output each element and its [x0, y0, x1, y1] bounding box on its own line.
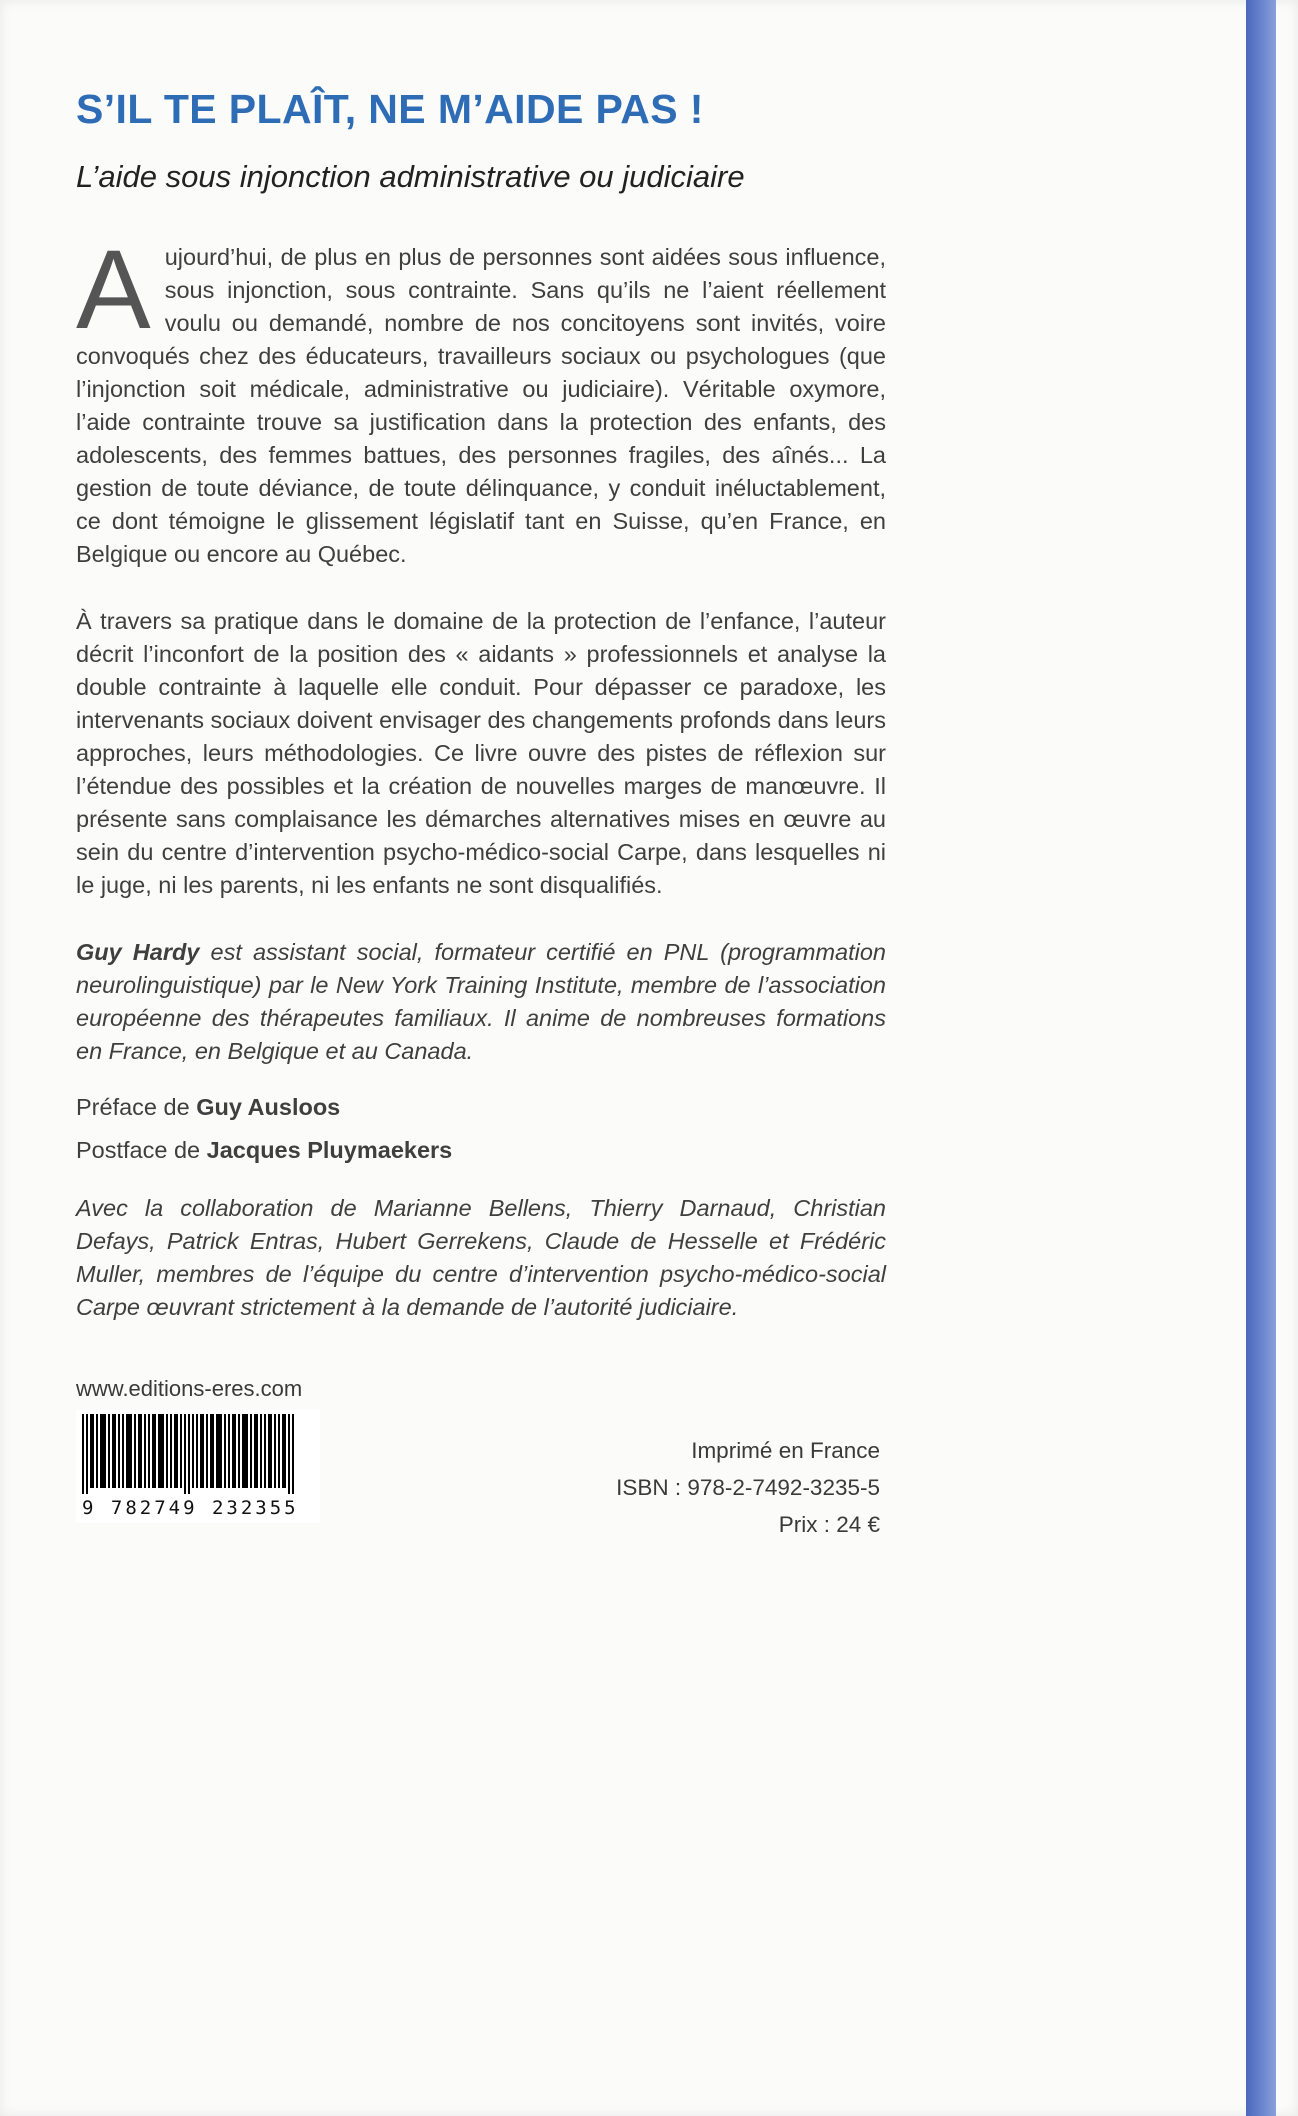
author-name: Guy Hardy [76, 939, 200, 965]
postface-credit [76, 1137, 886, 1164]
preface-author: Guy Ausloos [196, 1094, 341, 1120]
synopsis-paragraph-1-text: ujourd’hui, de plus en plus de personnes sont aidées sous influence, sous injonction, sous contrainte. Sans qu’ils ne l’aient réellement voulu ou demandé, nombre de nos concitoyens sont invités, voire convoqués chez des éducateurs, travailleurs sociaux ou psychologues (que l’injonction soit médicale, administrative ou judiciaire). Véritable oxymore, l’aide contrainte trouve sa justification dans la protection des enfants, des adolescents, des femmes battues, des personnes fragiles, des aînés... La gestion de toute déviance, de toute délinquance, y conduit inéluctablement, ce dont témoigne le glissement législatif tant en Suisse, qu’en France, en Belgique ou encore au Québec. [76, 244, 886, 567]
barcode-bars [82, 1414, 302, 1494]
synopsis-paragraph-1 [76, 227, 886, 571]
publisher-website: www.editions-eres.com [76, 1376, 303, 1401]
print-info-block [616, 1432, 880, 1543]
isbn-label: ISBN : 978-2-7492-3235-5 [616, 1475, 880, 1500]
synopsis-paragraph-2: À travers sa pratique dans le domaine de la protection de l’enfance, l’auteur décrit l’inconfort de la position des « aidants » professionnels et analyse la double contrainte à laquelle elle conduit. Pour dépasser ce paradoxe, les intervenants sociaux doivent envisager des changements profonds dans leurs approches, leurs méthodologies. Ce livre ouvre des pistes de réflexion sur l’étendue des possibles et la création de nouvelles marges de manœuvre. Il présente sans complaisance les démarches alternatives mises en œuvre au sein du centre d’intervention psycho-médico-social Carpe, dans lesquelles ni le juge, ni les parents, ni les enfants ne sont disqualifiés. [76, 608, 886, 898]
dropcap-letter: A [76, 227, 151, 352]
preface-label: Préface de [76, 1094, 197, 1120]
barcode [76, 1410, 320, 1523]
postface-author: Jacques Pluymaekers [206, 1137, 453, 1163]
preface-credit [76, 1094, 886, 1121]
barcode-digits: 9 782749 232355 [82, 1497, 299, 1519]
author-bio-text: est assistant social, formateur certifié en PNL (programmation neurolinguistique) par le New York Training Institute, membre de l’association européenne des thérapeutes familiaux. Il anime de nombreuses formations en France, en Belgique et au Canada. [76, 939, 886, 1064]
book-subtitle: L’aide sous injonction administrative ou judiciaire [76, 159, 745, 194]
postface-label: Postface de [76, 1137, 207, 1163]
printed-in-label: Imprimé en France [691, 1438, 880, 1463]
spine-stripe [1246, 0, 1276, 2116]
author-bio [76, 936, 886, 1068]
book-title: S’IL TE PLAÎT, NE M’AIDE PAS ! [76, 86, 704, 132]
price-label: Prix : 24 € [778, 1512, 880, 1537]
collaboration-note: Avec la collaboration de Marianne Bellens, Thierry Darnaud, Christian Defays, Patrick Entras, Hubert Gerrekens, Claude de Hesselle et Frédéric Muller, membres de l’équipe du centre d’intervention psycho-médico-social Carpe œuvrant strictement à la demande de l’autorité judiciaire. [76, 1195, 886, 1320]
